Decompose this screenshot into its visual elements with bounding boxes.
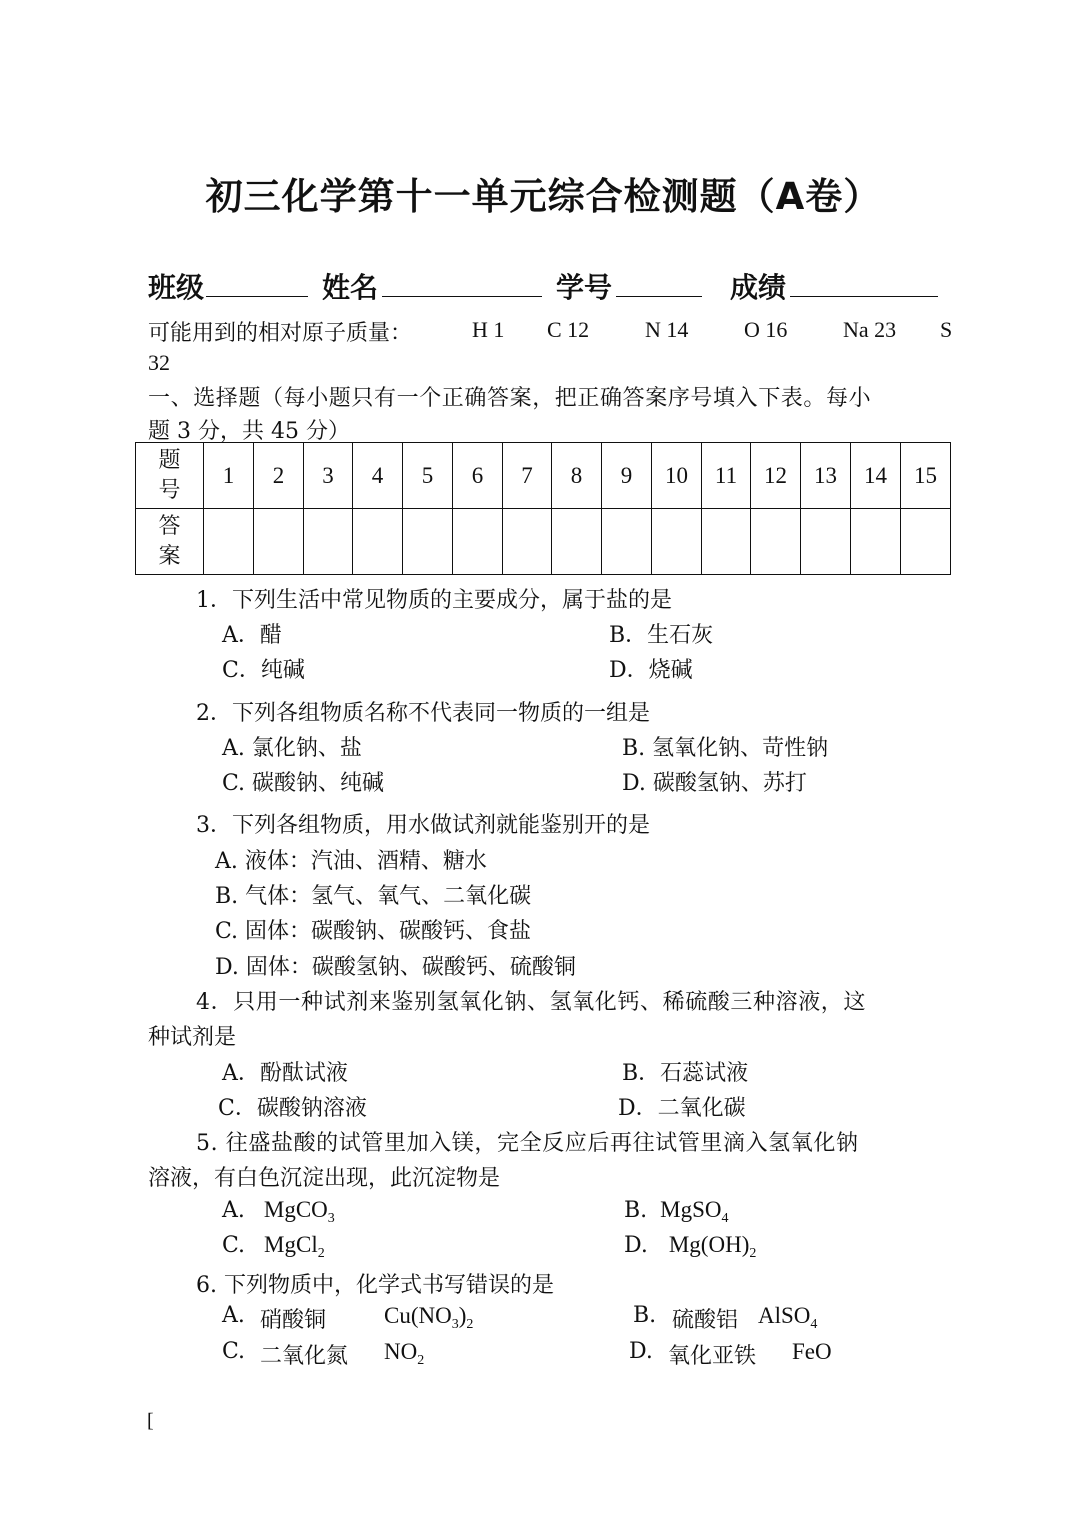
footer-bracket: [ bbox=[147, 1410, 154, 1432]
chemical-formula: MgSO$_4$ bbox=[660, 1197, 729, 1226]
question-3-option-a: A. 液体：汽油、酒精、糖水 bbox=[215, 849, 487, 874]
answer-cell[interactable] bbox=[901, 509, 951, 575]
question-5-stem-line1: 5. 往盛盐酸的试管里加入镁，完全反应后再往试管里滴入氢氧化钠 bbox=[196, 1131, 859, 1156]
question-1-option-d: D．烧碱 bbox=[609, 658, 693, 683]
answer-cell[interactable] bbox=[801, 509, 851, 575]
question-number-cell: 10 bbox=[652, 443, 702, 509]
name-blank[interactable] bbox=[382, 296, 542, 297]
question-6-option-a-formula: $Cu(NO_3)_2$ bbox=[384, 1303, 474, 1332]
answer-cell[interactable] bbox=[851, 509, 901, 575]
question-5-option-b bbox=[624, 1197, 729, 1226]
question-number-cell: 14 bbox=[851, 443, 901, 509]
answer-cell[interactable] bbox=[403, 509, 453, 575]
id-label: 学号 bbox=[556, 271, 613, 304]
atomic-mass-label: 可能用到的相对原子质量： bbox=[148, 321, 413, 346]
answer-table-header-row bbox=[136, 443, 951, 509]
question-6-option-a-letter: A. bbox=[222, 1303, 245, 1328]
question-4-option-d: D．二氧化碳 bbox=[618, 1096, 746, 1121]
answer-cell[interactable] bbox=[702, 509, 751, 575]
class-label: 班级 bbox=[148, 271, 205, 304]
question-4-option-a: A．酚酞试液 bbox=[222, 1061, 348, 1086]
question-number-cell: 12 bbox=[751, 443, 801, 509]
question-6-option-c-letter: C. bbox=[222, 1339, 246, 1364]
question-1-stem: 1．下列生活中常见物质的主要成分，属于盐的是 bbox=[196, 588, 672, 613]
answer-cell[interactable] bbox=[552, 509, 602, 575]
question-6-option-d-name: 氧化亚铁 bbox=[668, 1344, 757, 1369]
answer-cell[interactable] bbox=[204, 509, 254, 575]
question-4-option-c: C．碳酸钠溶液 bbox=[218, 1096, 367, 1121]
answer-cell[interactable] bbox=[453, 509, 503, 575]
question-1-option-b: B．生石灰 bbox=[609, 623, 714, 648]
question-4-option-b: B．石蕊试液 bbox=[622, 1061, 749, 1086]
score-blank[interactable] bbox=[790, 296, 938, 297]
question-number-cell: 2 bbox=[254, 443, 304, 509]
answer-cell[interactable] bbox=[602, 509, 652, 575]
page-title: 初三化学第十一单元综合检测题（A卷） bbox=[205, 175, 882, 218]
question-6-option-d-letter: D. bbox=[629, 1339, 653, 1364]
answer-cell[interactable] bbox=[254, 509, 304, 575]
mass-s-value: 32 bbox=[148, 350, 170, 375]
question-6-option-c-name: 二氧化氮 bbox=[260, 1344, 349, 1369]
question-number-cell: 9 bbox=[602, 443, 652, 509]
option-letter: A. bbox=[222, 1198, 245, 1223]
question-6-option-a-name: 硝酸铜 bbox=[260, 1308, 327, 1333]
question-number-cell: 4 bbox=[353, 443, 403, 509]
answer-cell[interactable] bbox=[304, 509, 353, 575]
question-5-option-a bbox=[222, 1197, 335, 1226]
score-label: 成绩 bbox=[730, 271, 787, 304]
option-letter: B. bbox=[624, 1198, 648, 1223]
mass-n: N 14 bbox=[645, 317, 689, 342]
question-3-stem: 3．下列各组物质，用水做试剂就能鉴别开的是 bbox=[196, 813, 650, 838]
question-6-option-b-name: 硫酸铝 bbox=[672, 1308, 739, 1333]
mass-na: Na 23 bbox=[843, 317, 897, 342]
answer-cell[interactable] bbox=[353, 509, 403, 575]
question-number-cell: 8 bbox=[552, 443, 602, 509]
question-2-option-c: C. 碳酸钠、纯碱 bbox=[222, 771, 385, 796]
option-letter: C. bbox=[222, 1233, 246, 1258]
question-2-option-d: D. 碳酸氢钠、苏打 bbox=[622, 771, 807, 796]
chemical-formula: MgCl$_2$ bbox=[264, 1232, 325, 1261]
question-5-option-d bbox=[624, 1232, 757, 1261]
answer-header: 答 案 bbox=[136, 509, 204, 575]
question-3-option-c: C. 固体：碳酸钠、碳酸钙、食盐 bbox=[215, 919, 532, 944]
question-1-option-c: C．纯碱 bbox=[222, 658, 305, 683]
question-number-header: 题 号 bbox=[136, 443, 204, 509]
question-4-stem-line2: 种试剂是 bbox=[148, 1025, 237, 1050]
question-number-cell: 5 bbox=[403, 443, 453, 509]
question-6-option-b-formula: AlSO$_4$ bbox=[758, 1303, 818, 1332]
mass-c: C 12 bbox=[547, 317, 590, 342]
question-2-option-a: A. 氯化钠、盐 bbox=[222, 736, 362, 761]
question-number-cell: 15 bbox=[901, 443, 951, 509]
option-letter: D. bbox=[624, 1233, 648, 1258]
question-2-stem: 2．下列各组物质名称不代表同一物质的一组是 bbox=[196, 701, 650, 726]
name-label: 姓名 bbox=[322, 271, 379, 304]
question-6-option-b-letter: B. bbox=[633, 1303, 657, 1328]
mass-s: S bbox=[940, 317, 953, 342]
answer-table bbox=[135, 442, 951, 575]
answer-cell[interactable] bbox=[751, 509, 801, 575]
question-2-option-b: B. 氢氧化钠、苛性钠 bbox=[622, 736, 829, 761]
class-blank[interactable] bbox=[206, 296, 308, 297]
question-number-cell: 11 bbox=[702, 443, 751, 509]
answer-cell[interactable] bbox=[652, 509, 702, 575]
answer-table-answer-row bbox=[136, 509, 951, 575]
answer-cell[interactable] bbox=[503, 509, 552, 575]
question-6-option-c-formula: $NO_2$ bbox=[384, 1339, 425, 1368]
question-6-stem: 6. 下列物质中，化学式书写错误的是 bbox=[196, 1273, 554, 1298]
mass-o: O 16 bbox=[744, 317, 788, 342]
section-heading-line1: 一、选择题（每小题只有一个正确答案，把正确答案序号填入下表。每小 bbox=[148, 386, 872, 411]
id-blank[interactable] bbox=[616, 296, 702, 297]
question-3-option-b: B. 气体：氢气、氧气、二氧化碳 bbox=[215, 884, 532, 909]
question-1-option-a: A．醋 bbox=[222, 623, 282, 648]
question-5-option-c bbox=[222, 1232, 325, 1261]
mass-h: H 1 bbox=[472, 317, 505, 342]
section-heading-line2: 题 3 分，共 45 分） bbox=[148, 419, 350, 444]
question-number-cell: 6 bbox=[453, 443, 503, 509]
question-number-cell: 7 bbox=[503, 443, 552, 509]
question-number-cell: 13 bbox=[801, 443, 851, 509]
question-6-option-d-formula: FeO bbox=[792, 1339, 832, 1364]
question-number-cell: 1 bbox=[204, 443, 254, 509]
chemical-formula: MgCO$_3$ bbox=[263, 1197, 335, 1226]
question-number-cell: 3 bbox=[304, 443, 353, 509]
question-4-stem-line1: 4．只用一种试剂来鉴别氢氧化钠、氢氧化钙、稀硫酸三种溶液，这 bbox=[196, 990, 866, 1015]
question-5-stem-line2: 溶液，有白色沉淀出现，此沉淀物是 bbox=[148, 1166, 501, 1191]
question-3-option-d: D. 固体：碳酸氢钠、碳酸钙、硫酸铜 bbox=[215, 955, 576, 980]
chemical-formula: $Mg(OH)_2$ bbox=[668, 1232, 757, 1261]
